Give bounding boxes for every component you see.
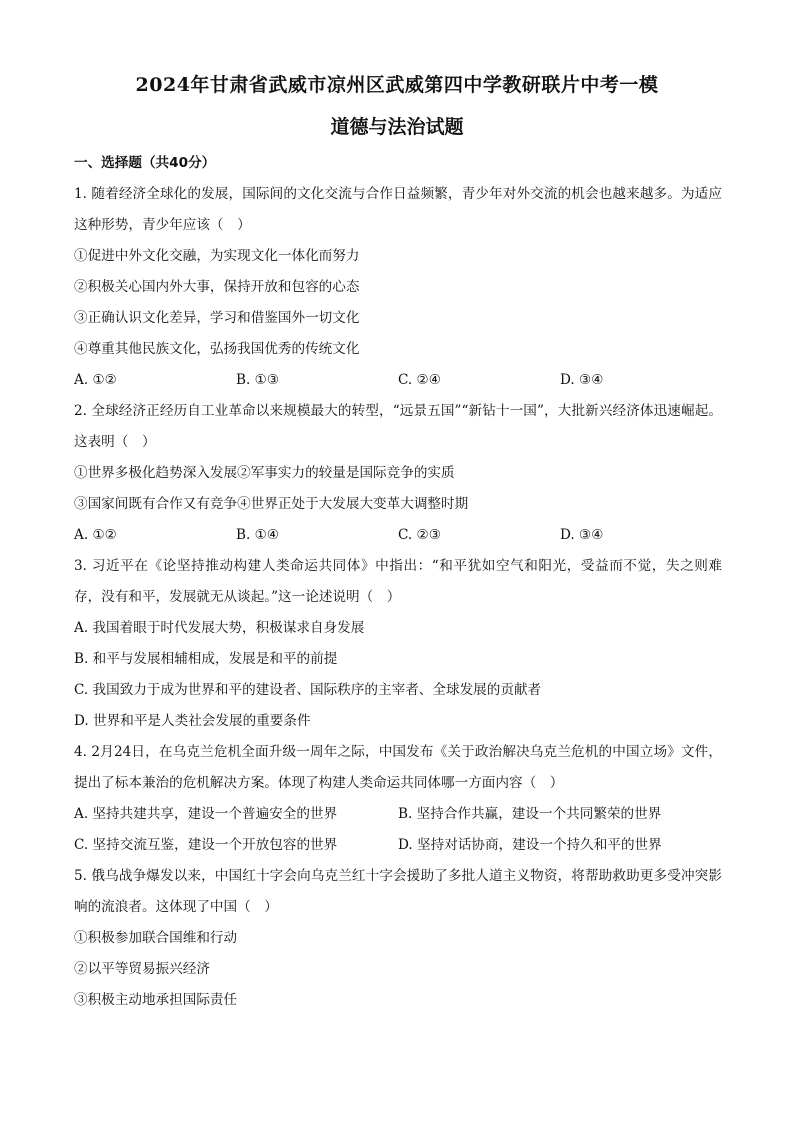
question-5-item: ②以平等贸易振兴经济 (74, 961, 210, 977)
question-4-options-row-1 (74, 799, 722, 830)
option-a[interactable]: A. 坚持共建共享，建设一个普遍安全的世界 (74, 806, 338, 822)
option-c[interactable]: C. ②③ (398, 527, 441, 543)
option-d[interactable]: D. 世界和平是人类社会发展的重要条件 (74, 713, 311, 729)
option-d[interactable]: D. 坚持对话协商，建设一个持久和平的世界 (398, 837, 662, 853)
option-a[interactable]: A. 我国着眼于时代发展大势，积极谋求自身发展 (74, 620, 365, 636)
option-c[interactable]: C. 我国致力于成为世界和平的建设者、国际秩序的主宰者、全球发展的贡献者 (74, 682, 542, 698)
option-c[interactable]: C. ②④ (398, 372, 441, 388)
option-a[interactable]: A. ①② (74, 372, 117, 388)
question-1-options (74, 365, 722, 396)
exam-title: 2024年甘肃省武威市凉州区武威第四中学教研联片中考一模 (135, 74, 659, 96)
question-4-stem: 4. 2月24日，在乌克兰危机全面升级一周年之际，中国发布《关于政治解决乌克兰危机的中国立场》文件，提出了标本兼治的危机解决方案。体现了构建人类命运共同体哪一方面内容（ ） (74, 744, 722, 791)
question-1-item: ②积极关心国内外大事，保持开放和包容的心态 (74, 279, 360, 295)
option-b[interactable]: B. ①③ (236, 372, 280, 388)
option-a[interactable]: A. ①② (74, 527, 117, 543)
question-5-stem: 5. 俄乌战争爆发以来，中国红十字会向乌克兰红十字会援助了多批人道主义物资，将帮助救助更多受冲突影响的流浪者。这体现了中国（ ） (74, 868, 722, 915)
option-b[interactable]: B. 坚持合作共赢，建设一个共同繁荣的世界 (398, 806, 662, 822)
question-2-stem: 2. 全球经济正经历自工业革命以来规模最大的转型，“远景五国”“新钻十一国”，大批新兴经济体迅速崛起。这表明（ ） (74, 403, 722, 450)
question-2-item: ③国家间既有合作又有竞争④世界正处于大发展大变革大调整时期 (74, 496, 469, 512)
option-c[interactable]: C. 坚持交流互鉴，建设一个开放包容的世界 (74, 837, 338, 853)
question-1-item: ①促进中外文化交融，为实现文化一体化而努力 (74, 248, 360, 264)
question-1-stem: 1. 随着经济全球化的发展，国际间的文化交流与合作日益频繁，青少年对外交流的机会也越来越多。为适应这种形势，青少年应该（ ） (74, 186, 722, 233)
question-2-options (74, 520, 722, 551)
exam-body (74, 148, 722, 1016)
question-5-item: ①积极参加联合国维和行动 (74, 930, 238, 946)
option-b[interactable]: B. 和平与发展相辅相成，发展是和平的前提 (74, 651, 338, 667)
option-b[interactable]: B. ①④ (236, 527, 280, 543)
question-5-item: ③积极主动地承担国际责任 (74, 992, 238, 1008)
question-4-options-row-2 (74, 830, 722, 861)
section-heading: 一、选择题（共40分） (74, 155, 216, 171)
question-3-stem: 3. 习近平在《论坚持推动构建人类命运共同体》中指出：“和平犹如空气和阳光，受益而不觉，失之则难存，没有和平，发展就无从谈起。”这一论述说明（ ） (74, 558, 722, 605)
option-d[interactable]: D. ③④ (560, 527, 604, 543)
option-d[interactable]: D. ③④ (560, 372, 604, 388)
question-2-item: ①世界多极化趋势深入发展②军事实力的较量是国际竞争的实质 (74, 465, 455, 481)
question-1-item: ④尊重其他民族文化，弘扬我国优秀的传统文化 (74, 341, 360, 357)
question-1-item: ③正确认识文化差异，学习和借鉴国外一切文化 (74, 310, 360, 326)
exam-subtitle: 道德与法治试题 (330, 116, 464, 138)
